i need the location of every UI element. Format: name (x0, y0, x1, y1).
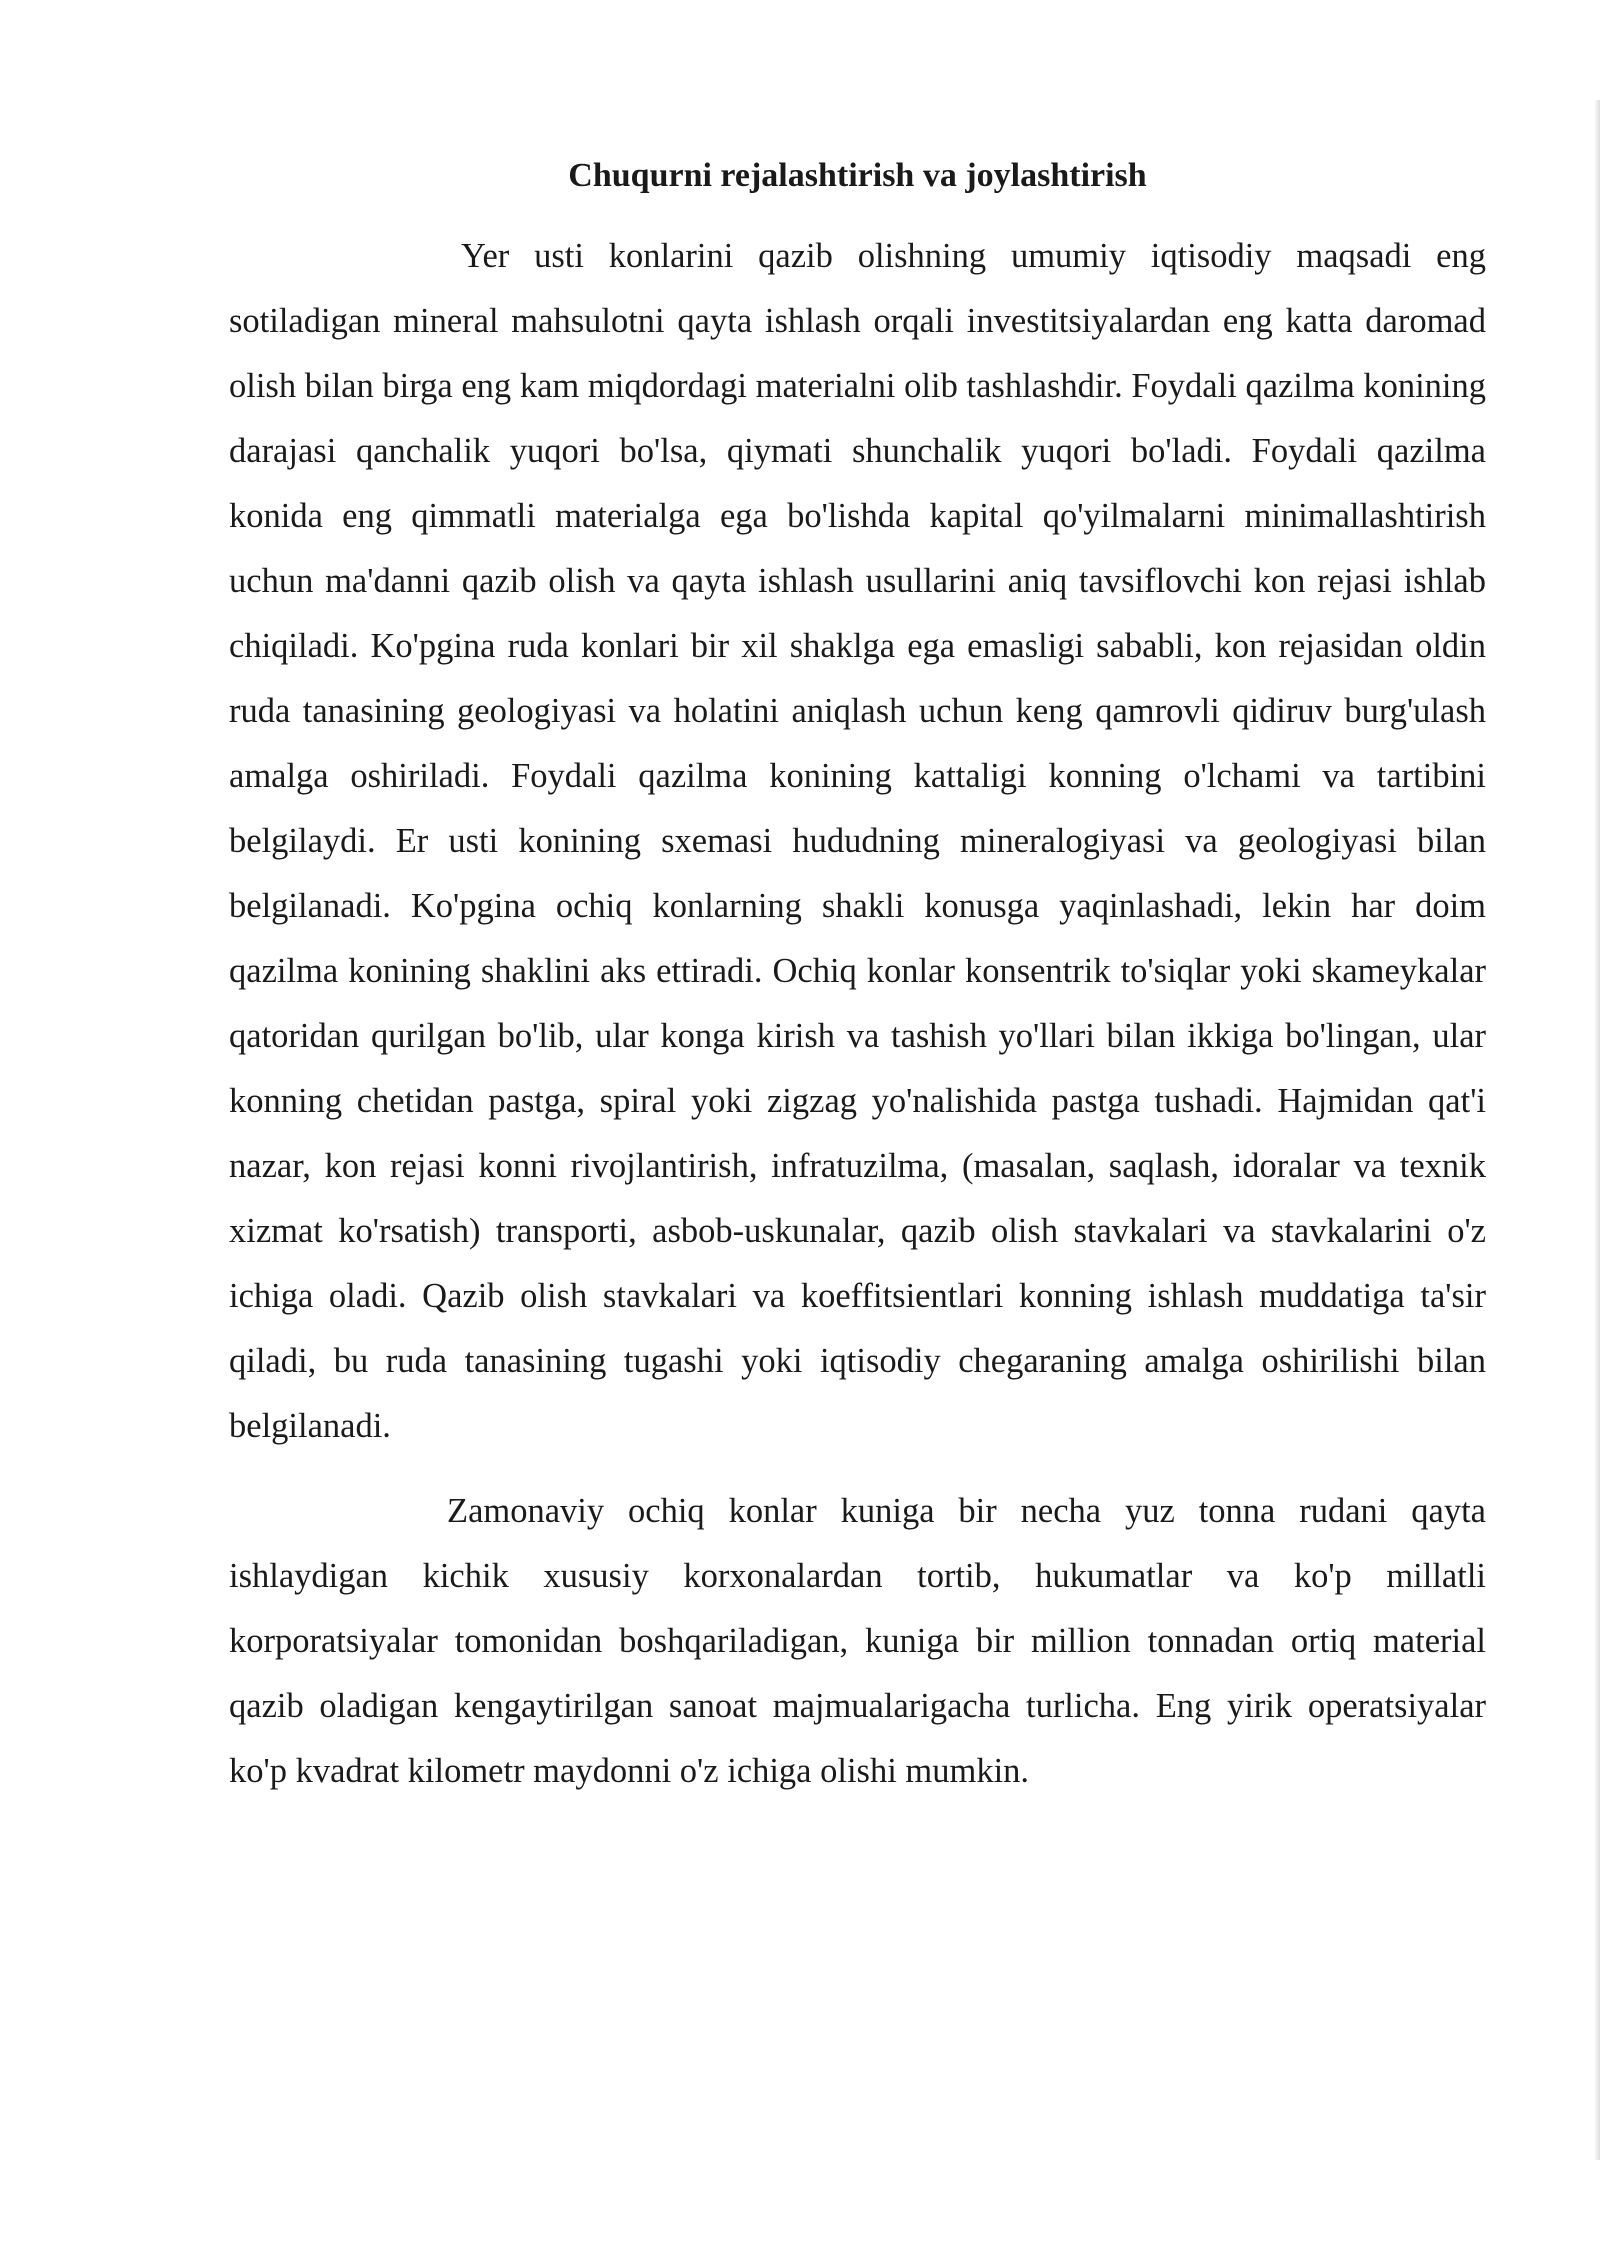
document-title: Chuqurni rejalashtirish va joylashtirish (568, 157, 1147, 194)
document-body (229, 150, 1486, 1824)
paragraph-2: Zamonaviy ochiq konlar kuniga bir necha yuz tonna rudani qayta ishlaydigan kichik xususiy korxonalardan tortib, hukumatlar va ko'p millatli korporatsiyalar tomonidan boshqariladigan, kuniga bir million tonnadan ortiq material qazib oladigan kengaytirilgan sanoat majmualarigacha turlicha. Eng yirik operatsiyalar ko'p kvadrat kilometr maydonni o'z ichiga olishi mumkin. (229, 1492, 1486, 1790)
paragraph-1: Yer usti konlarini qazib olishning umumiy iqtisodiy maqsadi eng sotiladigan mineral mahsulotni qayta ishlash orqali investitsiyalardan eng katta daromad olish bilan birga eng kam miqdordagi materialni olib tashlashdir. Foydali qazilma konining darajasi qanchalik yuqori bo'lsa, qiymati shunchalik yuqori bo'ladi. Foydali qazilma konida eng qimmatli materialga ega bo'lishda kapital qo'yilmalarni minimallashtirish uchun ma'danni qazib olish va qayta ishlash usullarini aniq tavsiflovchi kon rejasi ishlab chiqiladi. Ko'pgina ruda konlari bir xil shaklga ega emasligi sababli, kon rejasidan oldin ruda tanasining geologiyasi va holatini aniqlash uchun keng qamrovli qidiruv burg'ulash amalga oshiriladi. Foydali qazilma konining kattaligi konning o'lchami va tartibini belgilaydi. Er usti konining sxemasi hududning mineralogiyasi va geologiyasi bilan belgilanadi. Ko'pgina ochiq konlarning shakli konusga yaqinlashadi, lekin har doim qazilma konining shaklini aks ettiradi. Ochiq konlar konsentrik to'siqlar yoki skameykalar qatoridan qurilgan bo'lib, ular konga kirish va tashish yo'llari bilan ikkiga bo'lingan, ular konning chetidan pastga, spiral yoki zigzag yo'nalishida pastga tushadi. Hajmidan qat'i nazar, kon rejasi konni rivojlantirish, infratuzilma, (masalan, saqlash, idoralar va texnik xizmat ko'rsatish) transporti, asbob-uskunalar, qazib olish stavkalari va stavkalarini o'z ichiga oladi. Qazib olish stavkalari va koeffitsientlari konning ishlash muddatiga ta'sir qiladi, bu ruda tanasining tugashi yoki iqtisodiy chegaraning amalga oshirilishi bilan belgilanadi. (229, 237, 1486, 1445)
page-edge-shadow (1594, 100, 1600, 2160)
